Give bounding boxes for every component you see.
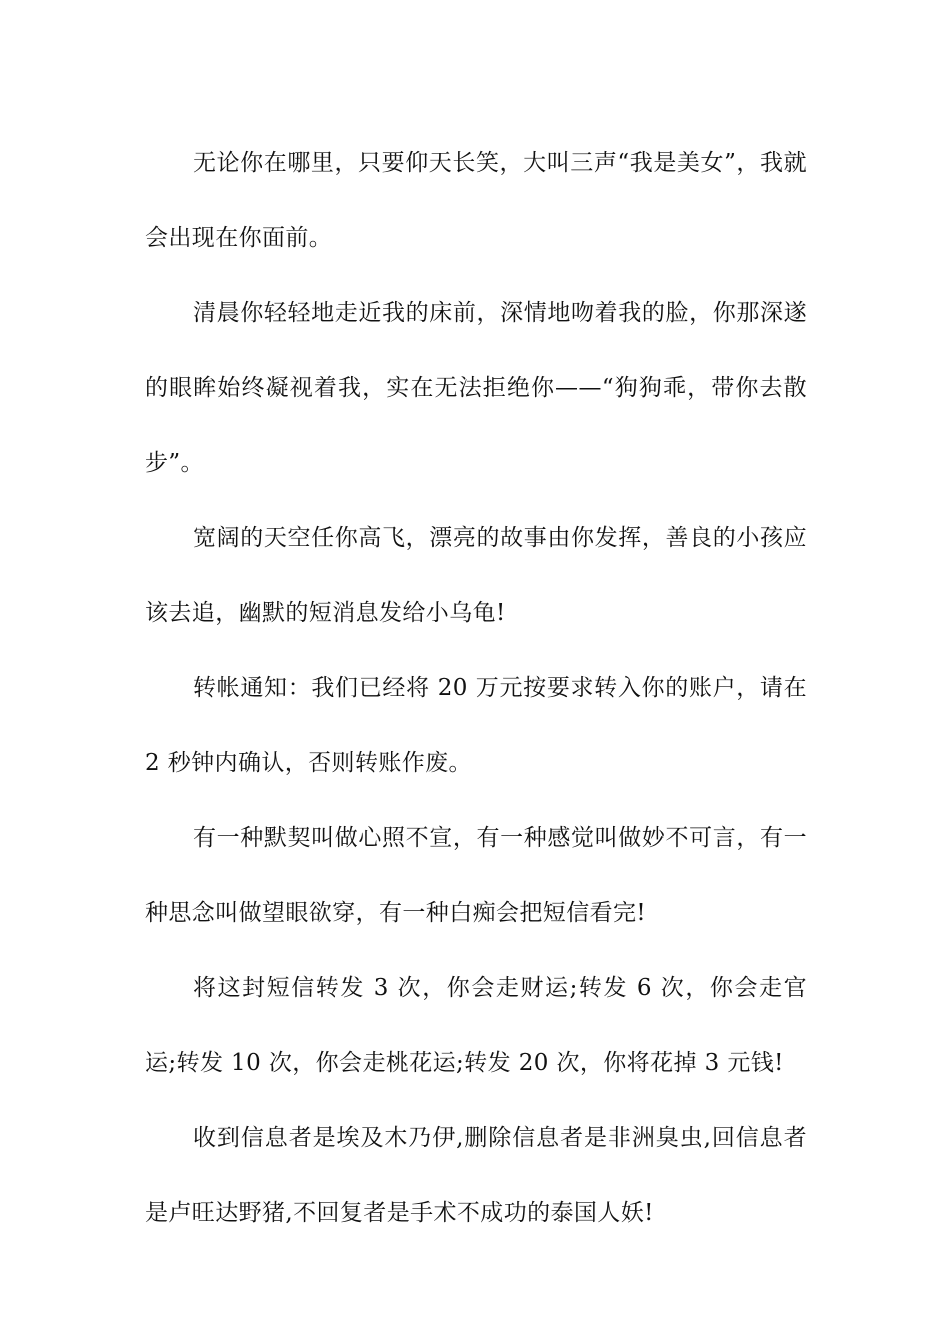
paragraph-3: 宽阔的天空任你高飞，漂亮的故事由你发挥，善良的小孩应该去追，幽默的短消息发给小乌龟! <box>145 525 807 626</box>
paragraph-5: 有一种默契叫做心照不宣，有一种感觉叫做妙不可言，有一种思念叫做望眼欲穿，有一种白痴会把短信看完! <box>145 825 807 926</box>
paragraph-7: 收到信息者是埃及木乃伊,删除信息者是非洲臭虫,回信息者是卢旺达野猪,不回复者是手术不成功的泰国人妖! <box>145 1125 807 1226</box>
paragraph-2: 清晨你轻轻地走近我的床前，深情地吻着我的脸，你那深遂的眼眸始终凝视着我，实在无法拒绝你——“狗狗乖，带你去散步”。 <box>145 300 807 476</box>
paragraph-6: 将这封短信转发 3 次，你会走财运;转发 6 次，你会走官运;转发 10 次，你会走桃花运;转发 20 次，你将花掉 3 元钱! <box>145 975 807 1076</box>
paragraph-4: 转帐通知：我们已经将 20 万元按要求转入你的账户，请在 2 秒钟内确认，否则转账作废。 <box>145 675 807 776</box>
document-body <box>145 126 807 1251</box>
paragraph-1: 无论你在哪里，只要仰天长笑，大叫三声“我是美女”，我就会出现在你面前。 <box>145 150 807 251</box>
